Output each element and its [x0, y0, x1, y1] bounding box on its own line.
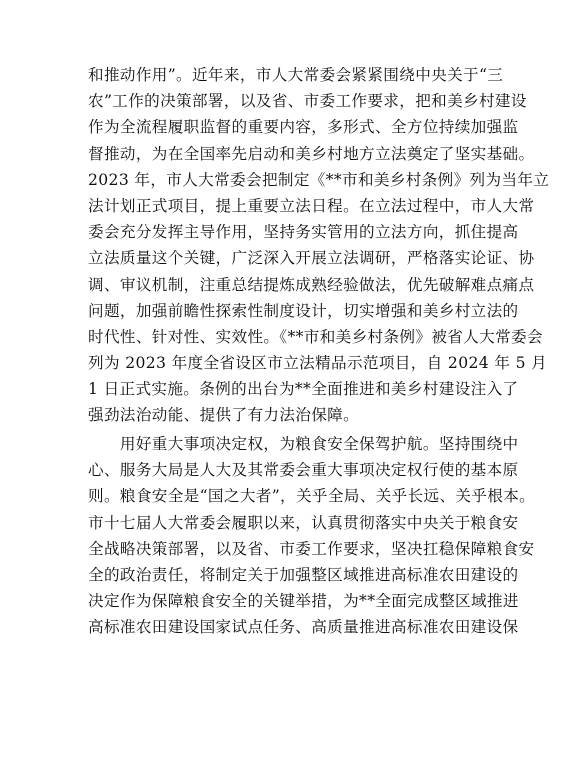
text-line: 农”工作的决策部署，以及省、市委工作要求，把和美乡村建设 — [88, 92, 527, 111]
text-line: 调、审议机制，注重总结提炼成熟经验做法，优先破解难点痛点 — [88, 275, 535, 294]
text-line: 高标准农田建设国家试点任务、高质量推进高标准农田建设保 — [88, 618, 519, 637]
text-line: 1 日正式实施。条例的出台为**全面推进和美乡村建设注入了 — [88, 380, 519, 399]
text-line: 问题，加强前瞻性探索性制度设计，切实增强和美乡村立法的 — [88, 301, 519, 320]
text-line: 市十七届人大常委会履职以来，认真贯彻落实中央关于粮食安 — [88, 513, 519, 532]
text-line: 委会充分发挥主导作用，坚持务实管用的立法方向，抓住提高 — [88, 223, 519, 242]
text-line: 全的政治责任，将制定关于加强整区域推进高标准农田建设的 — [88, 565, 519, 584]
paragraph-legislation — [88, 62, 550, 429]
text-line: 法计划正式项目，提上重要立法日程。在立法过程中，市人大常 — [88, 196, 535, 215]
text-line: 立法质量这个关键，广泛深入开展立法调研，严格落实论证、协 — [88, 249, 535, 268]
text-line: 用好重大事项决定权，为粮食安全保驾护航。坚持围绕中 — [88, 435, 519, 453]
text-line: 强劲法治动能、提供了有力法治保障。 — [88, 406, 360, 425]
text-line: 2023 年，市人大常委会把制定《**市和美乡村条例》列为当年立 — [88, 170, 550, 189]
text-line: 和推动作用”。近年来，市人大常委会紧紧围绕中央关于“三 — [88, 66, 504, 84]
text-line: 时代性、针对性、实效性。《**市和美乡村条例》被省人大常委会 — [88, 327, 543, 346]
text-line: 列为 2023 年度全省设区市立法精品示范项目，自 2024 年 5 月 — [88, 354, 548, 373]
paragraph-food-security — [88, 431, 536, 641]
text-line: 心、服务大局是人大及其常委会重大事项决定权行使的基本原 — [88, 461, 519, 480]
text-line: 决定作为保障粮食安全的关键举措，为**全面完成整区域推进 — [88, 592, 519, 611]
text-line: 作为全流程履职监督的重要内容，多形式、全方位持续加强监 — [88, 118, 519, 137]
text-line: 则。粮食安全是“国之大者”，关乎全局、关乎长远、关乎根本。 — [88, 487, 536, 506]
text-line: 督推动，为在全国率先启动和美乡村地方立法奠定了坚实基础。 — [88, 144, 535, 163]
text-line: 全战略决策部署，以及省、市委工作要求，坚决扛稳保障粮食安 — [88, 539, 535, 558]
